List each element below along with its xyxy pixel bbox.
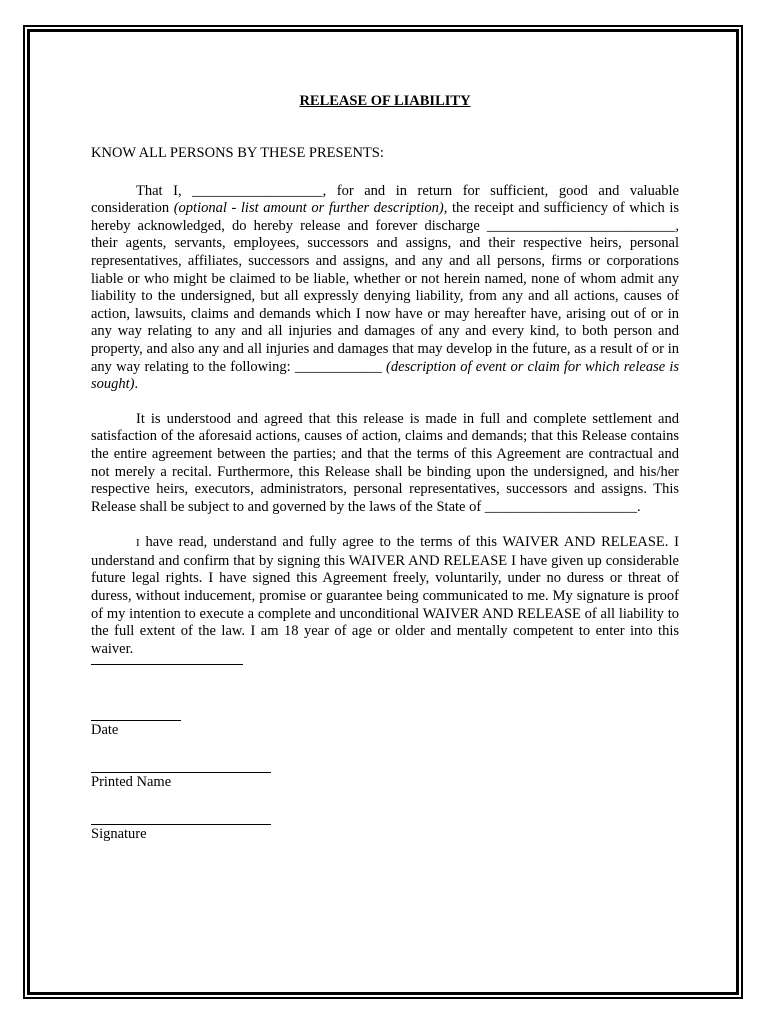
date-label: Date [91, 722, 119, 739]
printed-name-label: Printed Name [91, 774, 172, 791]
signature-label: Signature [91, 826, 147, 843]
agreement-paragraph: It is understood and agreed that this release is made in full and complete settlement and satisfaction of the aforesaid actions, causes of action, claims and demands; that this Release contains the entire agreement between the parties; and that the terms of this Agreement are contractual and not merely a recital. Furthermore, this Release shall be binding upon the undersigned, and his/her respective heirs, executors, administrators, personal representatives, successors and assigns. This Release shall be subject to and governed by the laws of the State of _____________________. [91, 410, 679, 515]
document-title: RELEASE OF LIABILITY [299, 93, 471, 109]
waiver-text: have read, understand and fully agree to the terms of this WAIVER AND RELEASE. I understand and confirm that by signing this WAIVER AND RELEASE I have given up considerable future legal rights. I have signed this Agreement freely, voluntarily, under no duress or threat of duress, without inducement, promise or guarantee being communicated to me. My signature is proof of my intention to execute a complete and unconditional WAIVER AND RELEASE of all liability to the full extent of the law. I am 18 year of age or older and mentally competent to enter into this waiver. [91, 534, 679, 657]
event-description-note: (description of event or claim for which release is sought) [91, 358, 679, 393]
release-text-part1: That I, __________________, for and in return for sufficient, good and valuable consideration [91, 182, 679, 217]
document-body [91, 93, 679, 843]
consideration-note: (optional - list amount or further description) [173, 200, 444, 217]
release-text-part2: , the receipt and sufficiency of which is hereby acknowledged, do hereby release and forever discharge __________________________, their agents, servants, employees, successors and assigns, and their respective heirs, personal representatives, affiliates, successors and assigns, and any and all persons, firms or corporations liable or who might be claimed to be liable, whether or not herein named, none of whom admit any liability to the undersigned, but all expressly denying liability, from any and all actions, causes of action, lawsuits, claims and demands which I now have or may hereafter have, arising out of or in any way relating to any and all injuries and damages of any and every kind, to both person and property, and also any and all injuries and damages that may develop in the future, as a result of or in any way relating to the following: ____________ [91, 200, 679, 375]
date-line[interactable] [91, 720, 181, 721]
top-signature-line[interactable] [91, 664, 243, 665]
release-text-part3: . [134, 376, 139, 393]
document-heading: KNOW ALL PERSONS BY THESE PRESENTS: [91, 145, 384, 161]
printed-name-line[interactable] [91, 772, 271, 773]
signature-line[interactable] [91, 824, 271, 825]
release-paragraph [91, 183, 679, 394]
waiver-paragraph [91, 534, 679, 658]
waiver-first-letter: I [136, 537, 140, 550]
